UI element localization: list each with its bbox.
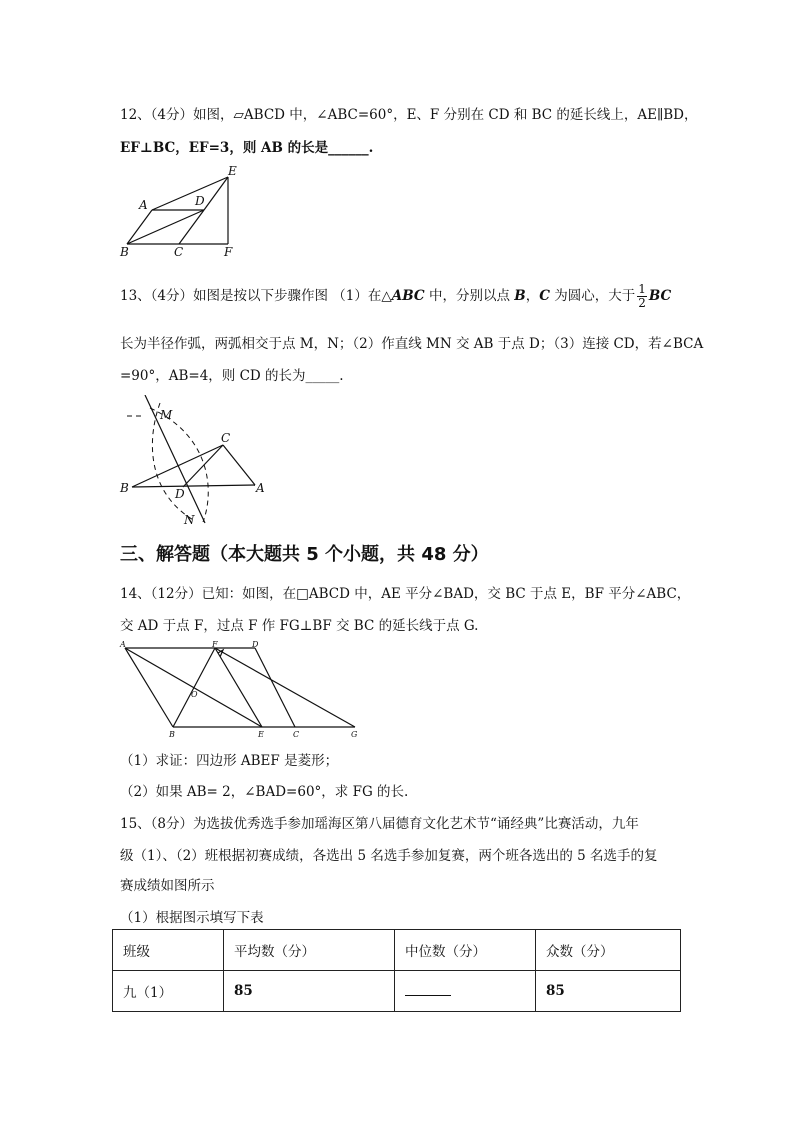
q15-line2: 级（1）、（2）班根据初赛成绩，各选出 5 名选手参加复赛，两个班各选出的 5 名选手的复	[120, 848, 658, 864]
q15-line1: 15、（8分）为选拔优秀选手参加瑶海区第八届德育文化艺术节“诵经典”比赛活动，九年	[120, 816, 639, 832]
q14-line2: 交 AD 于点 F，过点 F 作 FG⊥BF 交 BC 的延长线于点 G.	[120, 618, 479, 634]
q14-label-E: E	[258, 730, 264, 739]
section-3-title: 三、解答题（本大题共 5 个小题，共 48 分）	[120, 544, 489, 565]
q12-label-F: F	[224, 245, 233, 259]
q14-label-O: O	[191, 690, 198, 699]
q13-frac-num: 1	[638, 282, 646, 296]
q12-label-B: B	[120, 245, 129, 259]
header-class: 班级	[113, 930, 224, 971]
table-header-row	[113, 930, 681, 971]
q12-label-D: D	[195, 194, 205, 208]
table-row	[113, 971, 681, 1012]
q14-label-F: F	[212, 640, 218, 649]
q13-b: B	[514, 288, 526, 304]
q13-label-C: C	[221, 431, 231, 445]
q12-label-C: C	[174, 245, 184, 259]
q13-line1-e: ，	[525, 288, 540, 304]
q14-label-D: D	[252, 640, 259, 649]
q14-line1: 14、（12分）已知：如图，在□ABCD 中，AE 平分∠BAD，交 BC 于点 E，BF 平分∠ABC，	[120, 586, 691, 602]
q13-label-B: B	[120, 481, 129, 495]
score-table	[112, 929, 681, 1012]
q13-line1-c: 中，分别以点	[424, 288, 515, 304]
q14-label-C: C	[293, 730, 300, 739]
q14-part2: （2）如果 AB= 2，∠BAD=60°，求 FG 的长.	[120, 784, 409, 800]
q15-line3: 赛成绩如图所示	[120, 878, 215, 894]
median-blank	[405, 982, 451, 996]
q13-fraction	[637, 283, 647, 310]
q13-frac-den: 2	[638, 296, 646, 310]
q13-line3: =90°，AB=4，则 CD 的长为_____.	[120, 368, 344, 384]
q13-line2: 长为半径作弧，两弧相交于点 M，N；（2）作直线 MN 交 AB 于点 D；（3）连接 CD，若∠BCA	[120, 336, 704, 352]
q14-label-A: A	[120, 640, 126, 649]
header-mode: 众数（分）	[536, 930, 681, 971]
q13-line1	[120, 283, 671, 310]
q12-label-A: A	[139, 198, 148, 212]
header-mean: 平均数（分）	[224, 930, 395, 971]
q13-abc: ABC	[391, 288, 425, 304]
q13-line1-a: 13、（4分）如图是按以下步骤作图 （1）在△	[120, 288, 392, 304]
q13-label-A: A	[256, 481, 265, 495]
q14-label-G: G	[351, 730, 358, 739]
q12-figure	[115, 160, 245, 260]
q13-label-N: N	[184, 513, 195, 527]
header-median: 中位数（分）	[395, 930, 536, 971]
cell-mean: 85	[224, 971, 395, 1012]
q13-line1-g: 为圆心，大于	[549, 288, 636, 304]
cell-mode: 85	[536, 971, 681, 1012]
q14-figure	[115, 638, 365, 743]
q13-label-M: M	[160, 408, 173, 422]
cell-median	[395, 971, 536, 1012]
q14-part1: （1）求证：四边形 ABEF 是菱形；	[120, 753, 339, 769]
q13-figure	[115, 395, 275, 530]
q15-part1: （1）根据图示填写下表	[120, 910, 264, 926]
q12-line2: EF⊥BC，EF=3，则 AB 的长是______.	[120, 140, 374, 156]
q12-line1: 12、（4分）如图，▱ABCD 中，∠ABC=60°，E、F 分别在 CD 和 BC 的延长线上，AE∥BD，	[120, 107, 698, 123]
q12-label-E: E	[228, 164, 237, 178]
cell-class: 九（1）	[113, 971, 224, 1012]
q13-c: C	[539, 288, 550, 304]
q13-label-D: D	[175, 487, 185, 501]
q13-bc: BC	[648, 288, 672, 304]
q14-label-B: B	[169, 730, 175, 739]
